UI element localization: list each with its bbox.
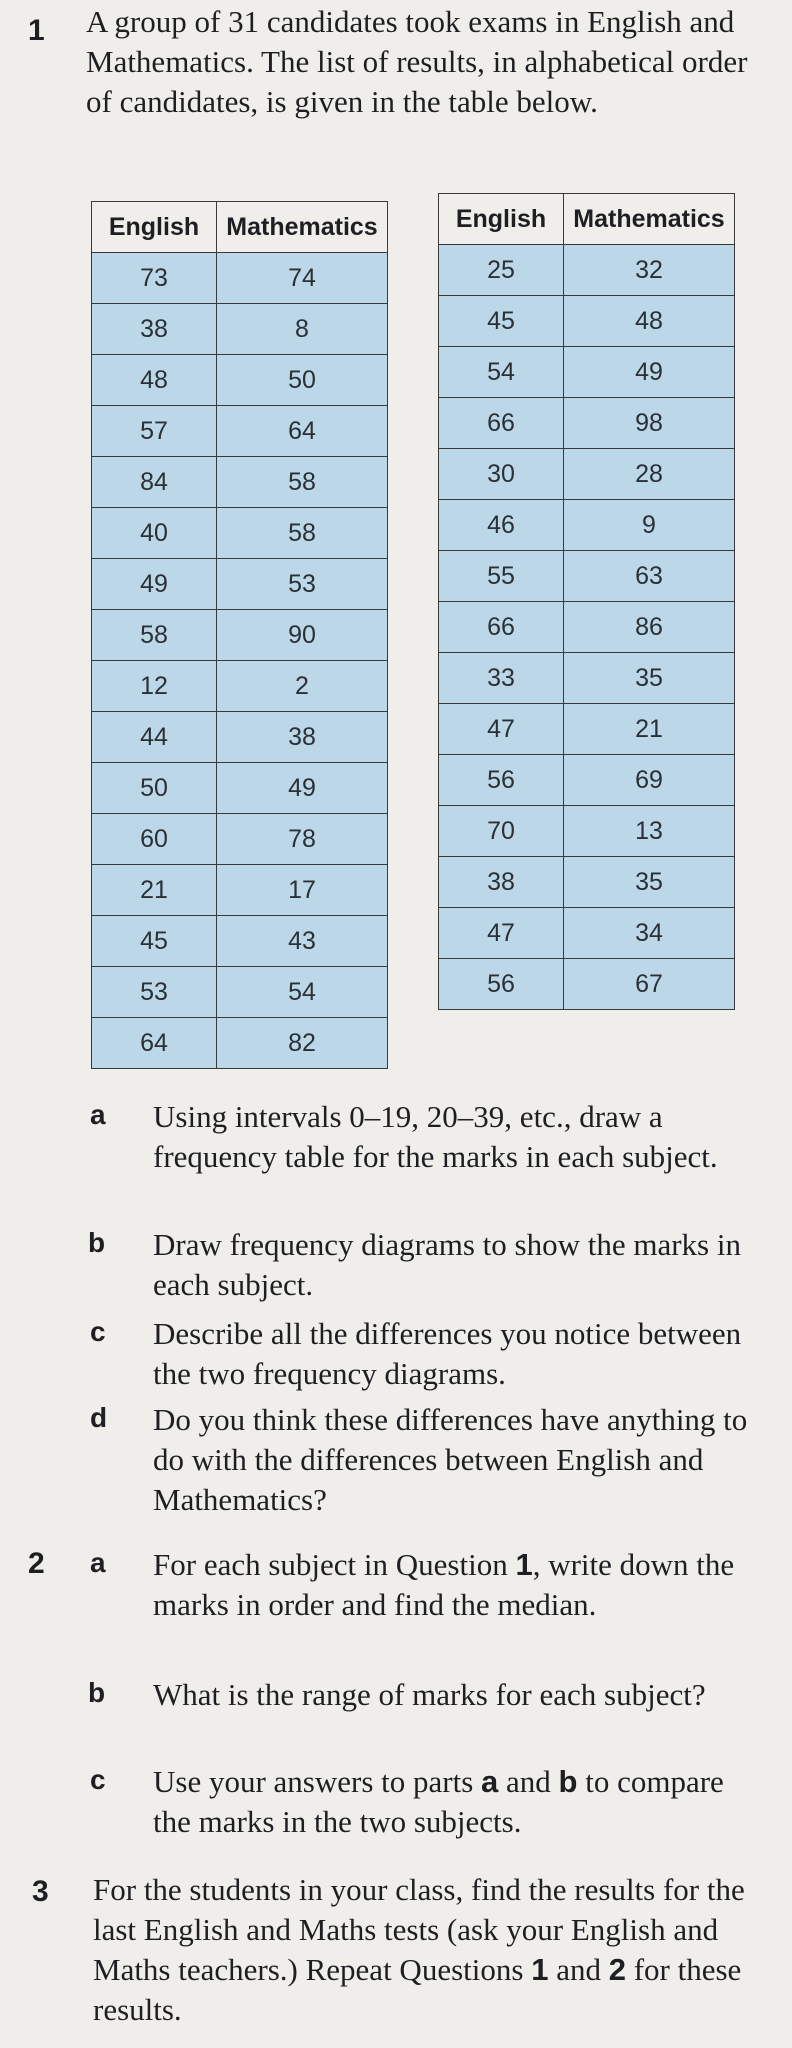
header-english: English [92, 202, 217, 253]
results-table-right [438, 193, 735, 1010]
table-row [439, 245, 735, 296]
mathematics-mark-cell: 8 [217, 304, 388, 355]
mathematics-mark-cell: 2 [217, 661, 388, 712]
table-row [439, 500, 735, 551]
mathematics-mark-cell: 98 [564, 398, 735, 449]
english-mark-cell: 46 [439, 500, 564, 551]
mathematics-mark-cell: 49 [217, 763, 388, 814]
mathematics-mark-cell: 35 [564, 653, 735, 704]
part-letter: a [90, 1099, 106, 1130]
table-header-row [439, 194, 735, 245]
mathematics-mark-cell: 58 [217, 508, 388, 559]
header-english: English [439, 194, 564, 245]
table-row [92, 763, 388, 814]
mathematics-mark-cell: 50 [217, 355, 388, 406]
table-row [439, 347, 735, 398]
mathematics-mark-cell: 64 [217, 406, 388, 457]
english-mark-cell: 38 [439, 857, 564, 908]
part-ref: b [558, 1764, 578, 1799]
table-row [92, 559, 388, 610]
english-mark-cell: 60 [92, 814, 217, 865]
english-mark-cell: 84 [92, 457, 217, 508]
mathematics-mark-cell: 67 [564, 959, 735, 1010]
table-row [439, 806, 735, 857]
results-table-left [91, 201, 388, 1069]
table-row [439, 755, 735, 806]
text-segment: , write down the marks in order and find the median. [153, 1547, 735, 1622]
mathematics-mark-cell: 43 [217, 916, 388, 967]
mathematics-mark-cell: 54 [217, 967, 388, 1018]
english-mark-cell: 70 [439, 806, 564, 857]
mathematics-mark-cell: 63 [564, 551, 735, 602]
english-mark-cell: 47 [439, 908, 564, 959]
mathematics-mark-cell: 58 [217, 457, 388, 508]
english-mark-cell: 53 [92, 967, 217, 1018]
mathematics-mark-cell: 13 [564, 806, 735, 857]
header-mathematics: Mathematics [217, 202, 388, 253]
mathematics-mark-cell: 48 [564, 296, 735, 347]
part-text: Do you think these differences have anything to do with the differences between English and Mathematics? [153, 1402, 748, 1517]
table-row [439, 449, 735, 500]
text-segment: and [498, 1764, 559, 1799]
question-3-number: 3 [32, 1875, 49, 1908]
english-mark-cell: 57 [92, 406, 217, 457]
part-letter: b [88, 1677, 106, 1708]
table-row [92, 916, 388, 967]
part-letter: c [90, 1316, 106, 1347]
table-row [92, 712, 388, 763]
english-mark-cell: 45 [439, 296, 564, 347]
english-mark-cell: 66 [439, 398, 564, 449]
english-mark-cell: 45 [92, 916, 217, 967]
part-text [153, 1762, 763, 1842]
english-mark-cell: 21 [92, 865, 217, 916]
text-segment: For the students in your class, find the results for the last English and Maths tests (ask your English and Maths teachers.) Repeat Questions [93, 1872, 745, 1987]
english-mark-cell: 58 [92, 610, 217, 661]
header-mathematics: Mathematics [564, 194, 735, 245]
table-header-row [92, 202, 388, 253]
english-mark-cell: 49 [92, 559, 217, 610]
question-1-intro: A group of 31 candidates took exams in English and Mathematics. The list of results, in alphabetical order of candidates, is given in the table below. [86, 4, 748, 119]
table-row [439, 398, 735, 449]
part-text: What is the range of marks for each subject? [153, 1677, 706, 1712]
table-row [439, 551, 735, 602]
part-letter: d [90, 1402, 108, 1433]
english-mark-cell: 33 [439, 653, 564, 704]
mathematics-mark-cell: 49 [564, 347, 735, 398]
mathematics-mark-cell: 82 [217, 1018, 388, 1069]
english-mark-cell: 56 [439, 959, 564, 1010]
part-text: Describe all the differences you notice between the two frequency diagrams. [153, 1316, 742, 1391]
table-row [439, 602, 735, 653]
text-segment: to compare the marks in the two subjects. [153, 1764, 724, 1839]
table-row [92, 457, 388, 508]
english-mark-cell: 55 [439, 551, 564, 602]
part-letter: b [88, 1227, 106, 1258]
question-3-text [93, 1870, 773, 2030]
mathematics-mark-cell: 17 [217, 865, 388, 916]
mathematics-mark-cell: 78 [217, 814, 388, 865]
text-segment: and [548, 1952, 609, 1987]
part-letter: c [90, 1764, 106, 1795]
english-mark-cell: 25 [439, 245, 564, 296]
table-row [92, 355, 388, 406]
mathematics-mark-cell: 90 [217, 610, 388, 661]
part-text: Using intervals 0–19, 20–39, etc., draw a frequency table for the marks in each subject. [153, 1099, 718, 1174]
mathematics-mark-cell: 9 [564, 500, 735, 551]
english-mark-cell: 48 [92, 355, 217, 406]
part-letter: a [90, 1547, 106, 1578]
mathematics-mark-cell: 38 [217, 712, 388, 763]
english-mark-cell: 12 [92, 661, 217, 712]
table-row [92, 610, 388, 661]
question-1-number: 1 [28, 14, 45, 47]
english-mark-cell: 30 [439, 449, 564, 500]
mathematics-mark-cell: 69 [564, 755, 735, 806]
english-mark-cell: 38 [92, 304, 217, 355]
english-mark-cell: 56 [439, 755, 564, 806]
mathematics-mark-cell: 21 [564, 704, 735, 755]
question-ref: 1 [531, 1952, 549, 1987]
table-row [92, 304, 388, 355]
table-row [439, 959, 735, 1010]
english-mark-cell: 50 [92, 763, 217, 814]
table-row [92, 865, 388, 916]
mathematics-mark-cell: 28 [564, 449, 735, 500]
table-row [439, 296, 735, 347]
question-2-number: 2 [28, 1547, 45, 1580]
english-mark-cell: 73 [92, 253, 217, 304]
table-row [92, 967, 388, 1018]
mathematics-mark-cell: 53 [217, 559, 388, 610]
mathematics-mark-cell: 32 [564, 245, 735, 296]
mathematics-mark-cell: 35 [564, 857, 735, 908]
text-segment: For each subject in Question [153, 1547, 516, 1582]
table-row [92, 508, 388, 559]
english-mark-cell: 44 [92, 712, 217, 763]
table-row [439, 704, 735, 755]
table-row [92, 661, 388, 712]
table-row [92, 253, 388, 304]
part-text [153, 1545, 763, 1625]
question-ref: 2 [608, 1952, 626, 1987]
mathematics-mark-cell: 74 [217, 253, 388, 304]
english-mark-cell: 66 [439, 602, 564, 653]
english-mark-cell: 47 [439, 704, 564, 755]
table-row [439, 908, 735, 959]
question-ref: 1 [515, 1547, 533, 1582]
mathematics-mark-cell: 86 [564, 602, 735, 653]
mathematics-mark-cell: 34 [564, 908, 735, 959]
table-row [92, 1018, 388, 1069]
table-row [439, 857, 735, 908]
part-ref: a [481, 1764, 499, 1799]
english-mark-cell: 40 [92, 508, 217, 559]
text-segment: Use your answers to parts [153, 1764, 482, 1799]
text-segment: for these results. [93, 1952, 742, 2027]
english-mark-cell: 64 [92, 1018, 217, 1069]
part-text: Draw frequency diagrams to show the marks in each subject. [153, 1227, 741, 1302]
table-row [92, 406, 388, 457]
english-mark-cell: 54 [439, 347, 564, 398]
table-row [439, 653, 735, 704]
table-row [92, 814, 388, 865]
